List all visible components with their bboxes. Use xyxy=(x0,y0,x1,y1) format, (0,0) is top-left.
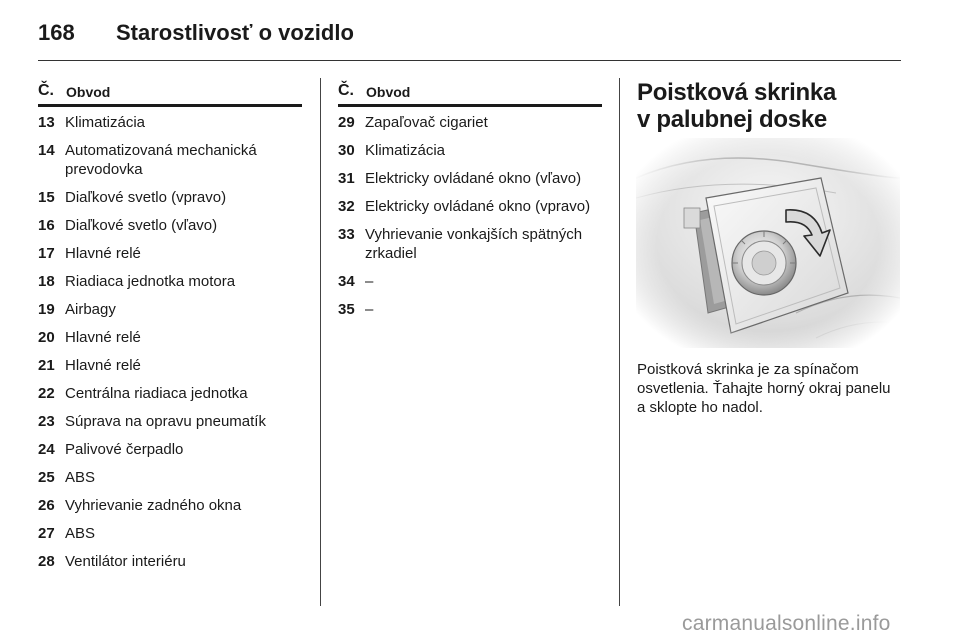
fuse-number: 25 xyxy=(38,469,55,486)
section-title-line-1: Poistková skrinka xyxy=(637,79,837,106)
circuit-name: Hlavné relé xyxy=(65,357,141,374)
circuit-name: Centrálna riadiaca jednotka xyxy=(65,385,248,402)
circuit-name: Vyhrievanie vonkajších spätných zrkadiel xyxy=(365,226,583,262)
section-heading xyxy=(637,79,901,133)
fuse-number: 34 xyxy=(338,273,355,290)
fuse-number: 24 xyxy=(38,441,55,458)
fuse-table-left xyxy=(38,78,302,580)
circuit-name: Elektricky ovládané okno (vpravo) xyxy=(365,198,591,215)
table-body xyxy=(338,113,602,319)
fuse-number: 13 xyxy=(38,114,55,131)
page-number: 168 xyxy=(38,20,75,45)
table-row xyxy=(38,141,302,179)
fuse-number: 19 xyxy=(38,301,55,318)
fuse-number: 35 xyxy=(338,301,355,318)
table-row xyxy=(338,272,602,291)
fuse-table-right xyxy=(338,78,602,328)
fuse-number: 17 xyxy=(38,245,55,262)
circuit-name: Súprava na opravu pneumatík xyxy=(65,413,266,430)
page-header xyxy=(38,16,354,50)
table-row xyxy=(38,113,302,132)
fuse-number: 30 xyxy=(338,142,355,159)
table-row xyxy=(38,384,302,403)
column-divider-2 xyxy=(619,78,620,606)
fuse-number: 15 xyxy=(38,189,55,206)
table-row xyxy=(38,244,302,263)
table-header-rule xyxy=(38,104,302,107)
circuit-name: Elektricky ovládané okno (vľavo) xyxy=(365,170,582,187)
fuse-number: 33 xyxy=(338,226,355,243)
table-row xyxy=(38,356,302,375)
table-row xyxy=(338,141,602,160)
circuit-name: Hlavné relé xyxy=(65,329,141,346)
watermark: carmanualsonline.info xyxy=(682,612,891,635)
circuit-name: Diaľkové svetlo (vľavo) xyxy=(65,217,218,234)
section-title-line-2: v palubnej doske xyxy=(637,106,827,133)
fuse-number: 26 xyxy=(38,497,55,514)
circuit-name: Klimatizácia xyxy=(365,142,446,159)
table-row xyxy=(38,552,302,571)
circuit-name: – xyxy=(365,301,374,318)
table-row xyxy=(38,300,302,319)
table-row xyxy=(38,440,302,459)
table-row xyxy=(338,225,602,263)
fuse-number: 29 xyxy=(338,114,355,131)
fuse-number: 28 xyxy=(38,553,55,570)
circuit-name: Ventilátor interiéru xyxy=(65,553,186,570)
fuse-number: 14 xyxy=(38,142,55,159)
table-row xyxy=(338,300,602,319)
fuse-number: 27 xyxy=(38,525,55,542)
circuit-name: Automatizovaná mechanická prevodovka xyxy=(65,142,257,178)
circuit-name: ABS xyxy=(65,469,96,486)
fuse-box-illustration xyxy=(636,138,900,348)
table-row xyxy=(38,496,302,515)
fuse-number: 32 xyxy=(338,198,355,215)
fuse-number: 18 xyxy=(38,273,55,290)
table-row xyxy=(38,468,302,487)
table-row xyxy=(38,328,302,347)
table-header xyxy=(338,78,602,100)
col-number-header: Č. xyxy=(38,82,54,99)
circuit-name: Zapaľovač cigariet xyxy=(365,114,488,131)
fuse-number: 23 xyxy=(38,413,55,430)
column-divider-1 xyxy=(320,78,321,606)
circuit-name: Klimatizácia xyxy=(65,114,146,131)
table-row xyxy=(38,412,302,431)
table-row xyxy=(38,216,302,235)
circuit-name: ABS xyxy=(65,525,96,542)
circuit-name: Riadiaca jednotka motora xyxy=(65,273,236,290)
circuit-name: Hlavné relé xyxy=(65,245,141,262)
circuit-name: Diaľkové svetlo (vpravo) xyxy=(65,189,227,206)
col-circuit-header: Obvod xyxy=(366,84,411,100)
table-row xyxy=(38,524,302,543)
table-row xyxy=(38,188,302,207)
fuse-number: 31 xyxy=(338,170,355,187)
page-title: Starostlivosť o vozidlo xyxy=(116,20,354,45)
circuit-name: – xyxy=(365,273,374,290)
table-header-rule xyxy=(338,104,602,107)
col-circuit-header: Obvod xyxy=(66,84,111,100)
circuit-name: Palivové čerpadlo xyxy=(65,441,184,458)
section-paragraph: Poistková skrinka je za spínačom osvetlenia. Ťahajte horný okraj panelu a sklopte ho nadol. xyxy=(637,361,891,416)
fuse-number: 21 xyxy=(38,357,55,374)
fuse-number: 20 xyxy=(38,329,55,346)
table-header xyxy=(38,78,302,100)
circuit-name: Airbagy xyxy=(65,301,116,318)
header-rule xyxy=(38,60,901,61)
table-row xyxy=(38,272,302,291)
fuse-number: 22 xyxy=(38,385,55,402)
fuse-number: 16 xyxy=(38,217,55,234)
table-body xyxy=(38,113,302,571)
table-row xyxy=(338,169,602,188)
circuit-name: Vyhrievanie zadného okna xyxy=(65,497,242,514)
table-row xyxy=(338,113,602,132)
col-number-header: Č. xyxy=(338,82,354,99)
table-row xyxy=(338,197,602,216)
